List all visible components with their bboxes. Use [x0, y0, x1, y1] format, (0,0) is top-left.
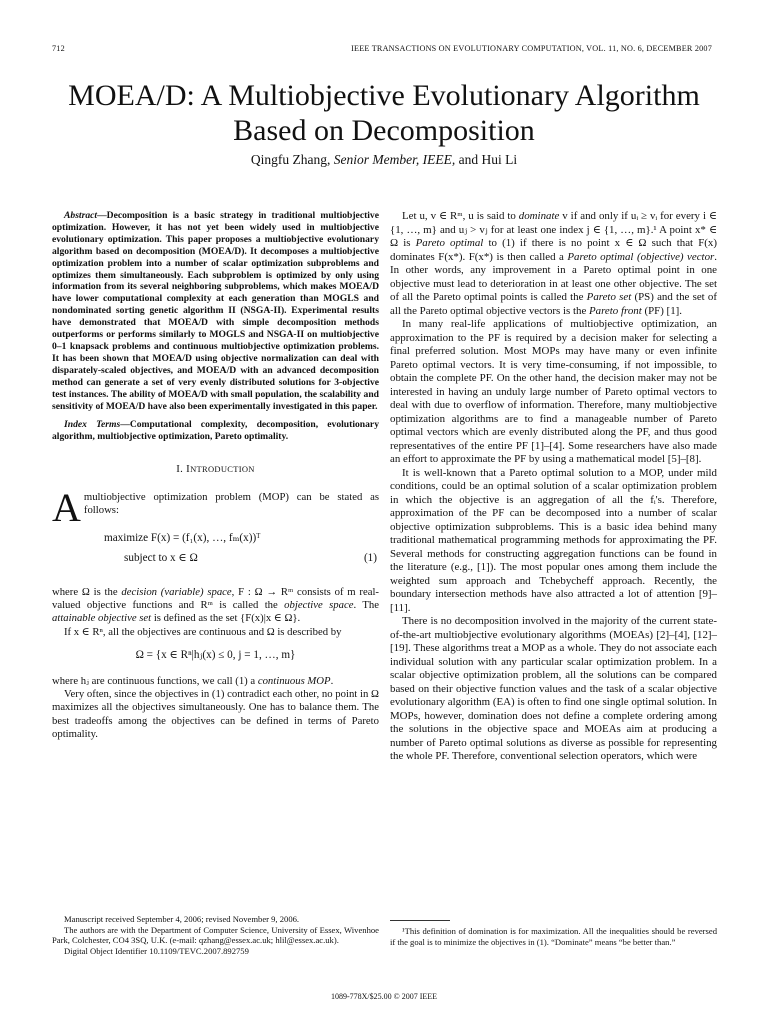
footnote-rule: [390, 920, 450, 921]
rp1-f: (PF) [1].: [641, 304, 682, 317]
author-line: [0, 152, 768, 168]
page-number: 712: [52, 44, 65, 53]
copyright-footer: 1089-778X/$25.00 © 2007 IEEE: [330, 992, 438, 1001]
footnote-received: Manuscript received September 4, 2006; revised November 9, 2006.: [64, 914, 300, 924]
intro-paragraph-5: Very often, since the objectives in (1) contradict each other, no point in Ω maximizes all the objectives simultaneously. One has to balance them. The best tradeoffs among the objectives can be defined in terms of Pareto optimality.: [52, 688, 379, 741]
section-number: I.: [176, 463, 184, 476]
rp1-c: to (1) if there is no point x ∈ Ω such that F(x) dominates F(x*). F(x*) is then called a: [390, 237, 717, 263]
author-1-role: Senior Member, IEEE,: [333, 152, 456, 167]
author-2: Hui Li: [481, 152, 518, 167]
author-1: Qingfu Zhang,: [250, 152, 331, 167]
abstract-text: —Decomposition is a basic strategy in traditional multiobjective optimization. However, it has not yet been widely used in multiobjective evolutionary optimization. This paper proposes a multiobjective evolutionary algorithm based on decomposition (MOEA/D). It decomposes a multiobjective optimization problem into a number of scalar optimization subproblems and optimizes them simultaneously. Each subproblem is optimized by only using information from its several neighboring subproblems, which makes MOEA/D have lower computational complexity at each generation than MOGLS and nondominated sorting genetic algorithm II (NSGA-II). Experimental results have demonstrated that MOEA/D with simple decomposition methods outperforms or performs similarly to MOGLS and NSGA-II on multiobjective 0–1 knapsack problems and continuous multiobjective optimization problems. It has been shown that MOEA/D using objective normalization can deal with disparately-scaled objectives, and MOEA/D with an advanced decomposition method can generate a set of very evenly distributed solutions for 3-objective test instances. The ability of MOEA/D with small population, the scalability and sensitivity of MOEA/D have also been experimentally investigated in this paper.: [52, 210, 379, 412]
journal-header: IEEE TRANSACTIONS ON EVOLUTIONARY COMPUTATION, VOL. 11, NO. 6, DECEMBER 2007: [351, 44, 712, 53]
index-terms-label: Index Terms: [64, 419, 121, 431]
p2-em1: decision (variable) space: [121, 585, 232, 598]
rp1-e: (PS) and the set of all the Pareto optimal objective vectors is the: [390, 291, 717, 317]
rp1-d: . In other words, any improvement in a Pareto optimal point in one objective must lead to deterioration in at least one other objective. The set of all the Pareto optimal points is called the: [390, 250, 717, 303]
right-paragraph-1: [390, 210, 717, 318]
footnote-affiliation: The authors are with the Department of Computer Science, University of Essex, Wivenhoe Park, Colchester, CO4 3SQ, U.K. (e-mail: qzhang@essex.ac.uk; hlil@essex.ac.uk).: [52, 924, 379, 946]
right-column: [390, 210, 717, 764]
paper-title: [0, 78, 768, 148]
p2-d: is defined as the set {F(x)|x ∈ Ω}.: [151, 612, 301, 625]
p2-c: . The: [353, 599, 379, 612]
equation-1-line-2: subject to x ∈ Ω: [124, 551, 198, 564]
intro-p1-text: multiobjective optimization problem (MOP) can be stated as follows:: [83, 490, 379, 517]
title-line-1: MOEA/D: A Multiobjective Evolutionary Algorithm: [68, 79, 700, 112]
right-paragraph-2: In many real-life applications of multiobjective optimization, an approximation to the PF is required by a decision maker for selecting a final preferred solution. Most MOPs may have many or even infinite Pareto optimal vectors. It is very time-consuming, if not impossible, to obtain the complete PF. On the other hand, the decision maker may not be interested in having an unduly large number of Pareto optimal vectors to deal with due to overflow of information. Therefore, many multiobjective optimization algorithms are to find a manageable number of Pareto optimal vectors which are evenly distributed along the PF, and thus good representatives of the entire PF [1]–[4]. Some researchers have also made an effort to approximate the PF by using a mathematical model [5]–[8].: [390, 318, 717, 465]
section-title-first: I: [186, 463, 191, 476]
abstract-label: Abstract: [64, 210, 98, 221]
footnote-doi: Digital Object Identifier 10.1109/TEVC.2007.892759: [64, 945, 249, 956]
equation-2: Ω = {x ∈ Rⁿ|hⱼ(x) ≤ 0, j = 1, …, m}: [135, 649, 296, 662]
footnote-domination-text: ¹This definition of domination is for maximization. All the inequalities should be reversed if the goal is to minimize the objectives in (1). “Dominate” means “be better than.”: [390, 926, 717, 947]
p4-a: where hⱼ are continuous functions, we call (1) a: [52, 674, 258, 687]
author-and: and: [458, 152, 479, 167]
drop-cap: A: [52, 484, 81, 530]
rp1-b: v if and only if uᵢ ≥ vᵢ for every i ∈ {1, …, m} and uⱼ > vⱼ for at least one index j ∈ {1, …, m}.¹ A point x* ∈ Ω is: [390, 210, 717, 249]
index-terms-text: —Computational complexity, decomposition, evolutionary algorithm, multiobjective optimization, Pareto optimality.: [52, 419, 379, 443]
equation-1-number: (1): [363, 551, 377, 564]
section-title-rest: NTRODUCTION: [190, 464, 255, 475]
p2-a: where Ω is the: [52, 585, 122, 598]
rp1-em2: Pareto optimal: [415, 237, 484, 249]
intro-paragraph-2: [52, 586, 379, 626]
p2-em2: objective space: [284, 599, 354, 612]
rp1-em1: dominate: [518, 210, 560, 222]
intro-paragraph-3: If x ∈ Rⁿ, all the objectives are continuous and Ω is described by: [64, 625, 342, 638]
p4-b: .: [330, 674, 334, 687]
rp1-em5: Pareto front: [589, 304, 642, 317]
equation-1-line-1: maximize F(x) = (f₁(x), …, fₘ(x))ᵀ: [104, 531, 261, 544]
p2-em3: attainable objective set: [52, 612, 152, 625]
running-header: [52, 44, 712, 58]
p4-em: continuous MOP: [257, 674, 331, 687]
p2-b: , F : Ω → Rᵐ consists of m real-valued objective functions and Rᵐ is called the: [52, 585, 379, 612]
right-paragraph-4: There is no decomposition involved in the majority of the current state-of-the-art multiobjective evolutionary algorithms (MOEAs) [2]–[4], [12]–[19]. These algorithms treat a MOP as a whole. They do not associate each individual solution with any particular scalar optimization problem. In a scalar objective optimization problem, all the solutions can be compared based on their objective function values and the task of a scalar objective evolutionary algorithm (EA) is often to find one single optimal solution. In MOPs, however, domination does not define a complete ordering among the solutions in the objective space and MOEAs aim at producing a number of Pareto optimal solutions as diverse as possible for representing the whole PF. Therefore, conventional selection operators, which were: [390, 615, 717, 762]
right-paragraph-3: It is well-known that a Pareto optimal solution to a MOP, under mild conditions, could be an optimal solution of a scalar optimization problem in which the objective is an aggregation of all the fᵢ's. Therefore, approximation of the PF can be decomposed into a number of scalar objective optimization subproblems. This is a basic idea behind many traditional mathematical programming methods for approximating the PF. Several methods for constructing aggregation functions can be found in the literature (e.g., [1]). The most popular ones among them include the weighted sum approach and Tchebycheff approach. Recently, the boundary intersection methods have also attracted a lot of attention [9]–[11].: [390, 466, 717, 614]
rp1-a: Let u, v ∈ Rᵐ, u is said to: [402, 210, 519, 222]
intro-paragraph-1: [52, 484, 379, 530]
footnote-domination: [390, 926, 717, 947]
index-terms: [52, 419, 379, 443]
title-line-2: Based on Decomposition: [233, 114, 535, 147]
equation-1: [52, 532, 379, 576]
footnote-manuscript: [52, 914, 379, 956]
intro-paragraph-4: [52, 675, 379, 688]
section-heading: [52, 463, 379, 476]
rp1-em4: Pareto set: [586, 291, 632, 303]
rp1-em3: Pareto optimal (objective) vector: [567, 250, 715, 263]
left-column: [52, 210, 379, 742]
abstract: [52, 210, 379, 412]
